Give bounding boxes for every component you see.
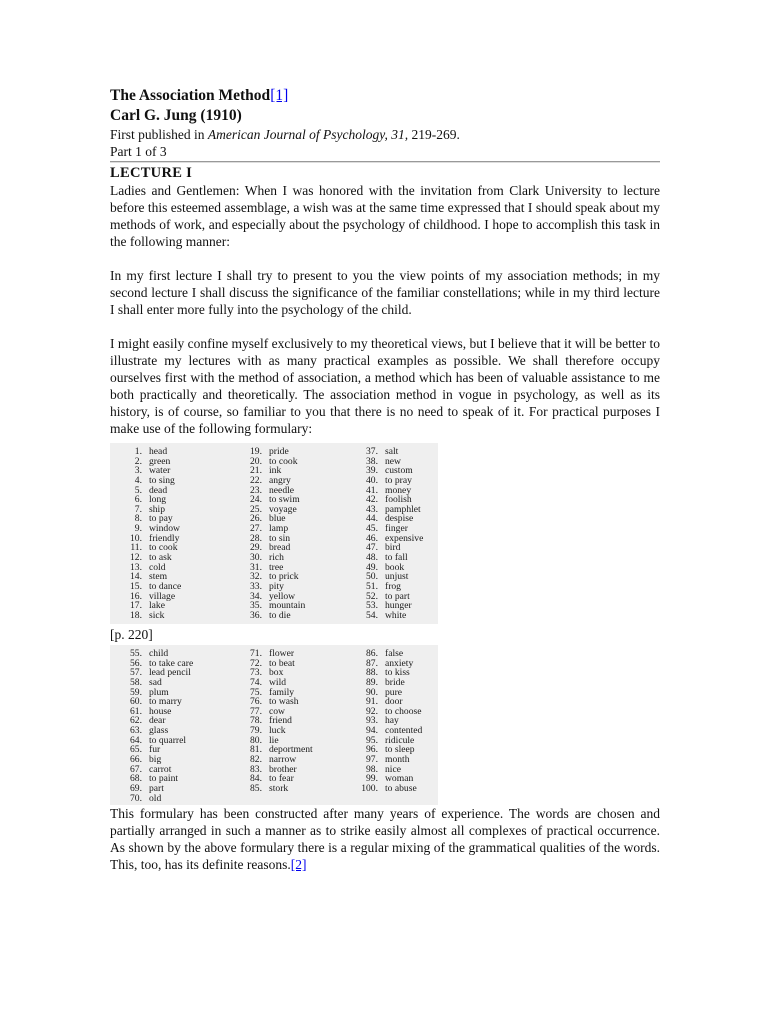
formulary-column [238,649,354,803]
stimulus-word: to dance [149,580,182,592]
stimulus-word: despise [385,513,414,525]
stimulus-word: house [149,705,172,717]
entry-number: 29. [250,542,262,554]
paragraph-2: In my first lecture I shall try to present to you the view points of my association methods; in my second lecture I shall discuss the significance of the familiar constellations; while in my third lecture I shall enter more fully into the psychology of the child. [110,268,660,317]
entry-number: 10. [130,532,142,544]
entry-number: 61. [130,705,142,717]
entry-number: 90. [366,686,378,698]
stimulus-word: new [385,455,401,467]
entry-number: 77. [250,705,262,717]
stimulus-word: to sing [149,474,175,486]
entry-number: 30. [250,552,262,564]
stimulus-word: head [149,446,168,457]
paragraph-3: I might easily confine myself exclusively to my theoretical views, but I believe that it will be better to illustrate my lectures with as many practical examples as possible. We shall therefore occupy ourselves first with the method of association, a method which has been of valuable assistance to me both practically and theoretically. The association method in vogue in psychology, as well as its history, is of course, so familiar to you that there is no need to speak of it. For practical purposes I make use of the following formulary: [110,336,660,436]
entry-number: 23. [250,484,262,496]
entry-number: 62. [130,715,142,727]
entry-number: 12. [130,552,142,564]
entry-number: 96. [366,744,378,756]
stimulus-word: pity [269,580,284,592]
stimulus-word: to die [269,609,291,621]
entry-number: 11. [130,542,142,554]
entry-number: 14. [130,571,142,583]
entry-number: 71. [250,648,262,659]
stimulus-word: luck [269,725,286,737]
stimulus-word: lake [149,600,165,612]
stimulus-word: ship [149,503,165,515]
formulary-entry [118,794,238,804]
stimulus-word: sick [149,609,165,621]
entry-number: 80. [250,734,262,746]
stimulus-word: ridicule [385,734,415,746]
formulary-entry [238,611,354,621]
stimulus-word: friend [269,715,292,727]
stimulus-word: to fear [269,773,294,785]
entry-number: 70. [130,792,142,804]
entry-number: 45. [366,523,378,535]
stimulus-word: cow [269,705,285,717]
entry-number: 17. [130,600,142,612]
entry-number: 13. [130,561,142,573]
entry-number: 89. [366,676,378,688]
stimulus-word: angry [269,474,291,486]
entry-number: 69. [130,782,142,794]
entry-number: 3. [134,465,142,477]
stimulus-word: plum [149,686,169,698]
entry-number: 91. [366,696,378,708]
stimulus-word: dead [149,484,168,496]
stimulus-word: needle [269,484,295,496]
entry-number: 21. [250,465,262,477]
stimulus-word: to paint [149,773,179,785]
entry-number: 8. [134,513,142,525]
article-title-text: The Association Method [110,87,271,104]
entry-number: 2. [134,455,142,467]
stimulus-word: brother [269,763,297,775]
entry-number: 39. [366,465,378,477]
entry-number: 64. [130,734,142,746]
stimulus-word: nice [385,763,401,775]
stimulus-word: to kiss [385,667,410,679]
stimulus-word: to cook [149,542,178,554]
entry-number: 4. [134,474,142,486]
publication-pages: 219-269. [408,127,460,142]
formulary-entry [354,611,474,621]
entry-number: 5. [134,484,142,496]
stimulus-word: yellow [269,590,296,602]
entry-number: 66. [130,754,142,766]
stimulus-word: part [149,782,164,794]
entry-number: 76. [250,696,262,708]
stimulus-word: expensive [385,532,424,544]
entry-number: 15. [130,580,142,592]
stimulus-word: finger [385,523,408,535]
stimulus-word: box [269,667,284,679]
entry-number: 56. [130,657,142,669]
entry-number: 68. [130,773,142,785]
formulary-column [118,649,238,803]
stimulus-word: mountain [269,600,306,612]
page-reference: [p. 220] [110,627,153,642]
stimulus-word: to sleep [385,744,415,756]
stimulus-word: book [385,561,405,573]
entry-number: 65. [130,744,142,756]
stimulus-word: child [149,648,169,659]
stimulus-word: foolish [385,494,412,506]
stimulus-word: to choose [385,705,422,717]
publication-note [110,126,660,143]
entry-number: 72. [250,657,262,669]
stimulus-word: unjust [385,571,409,583]
stimulus-word: woman [385,773,414,785]
stimulus-word: lie [269,734,279,746]
stimulus-word: to take care [149,657,194,669]
entry-number: 51. [366,580,378,592]
entry-number: 22. [250,474,262,486]
entry-number: 33. [250,580,262,592]
entry-number: 74. [250,676,262,688]
stimulus-word: to pray [385,474,412,486]
entry-number: 88. [366,667,378,679]
entry-number: 40. [366,474,378,486]
entry-number: 9. [134,523,142,535]
stimulus-word: month [385,754,410,766]
stimulus-word: lamp [269,523,289,535]
entry-number: 82. [250,754,262,766]
formulary-entry [238,784,354,794]
stimulus-word: cold [149,561,166,573]
stimulus-word: glass [149,725,169,737]
stimulus-word: bride [385,676,405,688]
footnote-link-1[interactable]: [1] [270,87,289,104]
formulary-entry [118,611,238,621]
stimulus-word: carrot [149,763,172,775]
stimulus-word: stem [149,571,168,583]
formulary-column [118,447,238,622]
stimulus-word: to pay [149,513,173,525]
entry-number: 25. [250,503,262,515]
entry-number: 1. [134,446,142,457]
entry-number: 57. [130,667,142,679]
stimulus-word: salt [385,446,399,457]
formulary-column [354,447,474,622]
stimulus-word: door [385,696,403,708]
stimulus-word: pamphlet [385,503,421,515]
part-indicator: Part 1 of 3 [110,144,167,159]
entry-number: 92. [366,705,378,717]
stimulus-word: to beat [269,657,295,669]
stimulus-word: deportment [269,744,313,756]
entry-number: 47. [366,542,378,554]
stimulus-word: to part [385,590,410,602]
stimulus-word: to prick [269,571,299,583]
entry-number: 54. [366,609,378,621]
section-divider [110,161,660,163]
stimulus-word: to fall [385,552,408,564]
formulary-table-2 [110,645,438,805]
stimulus-word: family [269,686,295,698]
stimulus-word: contented [385,725,423,737]
stimulus-word: village [149,590,176,602]
formulary-table-1 [110,443,438,624]
entry-number: 53. [366,600,378,612]
entry-number: 50. [366,571,378,583]
lecture-heading: LECTURE I [110,165,193,181]
stimulus-word: pride [269,446,289,457]
entry-number: 75. [250,686,262,698]
entry-number: 97. [366,754,378,766]
entry-number: 32. [250,571,262,583]
entry-number: 59. [130,686,142,698]
entry-number: 58. [130,676,142,688]
stimulus-word: to quarrel [149,734,187,746]
entry-number: 49. [366,561,378,573]
entry-number: 94. [366,725,378,737]
paragraph-4 [110,805,660,873]
stimulus-word: stork [269,782,289,794]
entry-number: 46. [366,532,378,544]
entry-number: 48. [366,552,378,564]
entry-number: 85. [250,782,262,794]
entry-number: 67. [130,763,142,775]
stimulus-word: flower [269,648,295,659]
stimulus-word: water [149,465,171,477]
stimulus-word: bread [269,542,291,554]
stimulus-word: to abuse [385,782,417,794]
stimulus-word: to sin [269,532,291,544]
entry-number: 26. [250,513,262,525]
stimulus-word: sad [149,676,162,688]
paragraph-4-text: This formulary has been constructed after many years of experience. The words are chosen and partially arranged in such a manner as to strike easily almost all complexes of practical occurrence. As shown by the above formulary there is a regular mixing of the grammatical qualities of the words. This, too, has its definite reasons. [110,806,660,872]
entry-number: 100. [361,782,378,794]
stimulus-word: to ask [149,552,172,564]
entry-number: 81. [250,744,262,756]
stimulus-word: to swim [269,494,300,506]
stimulus-word: lead pencil [149,667,191,679]
entry-number: 43. [366,503,378,515]
stimulus-word: to cook [269,455,298,467]
stimulus-word: frog [385,580,401,592]
stimulus-word: ink [269,465,282,477]
entry-number: 98. [366,763,378,775]
entry-number: 87. [366,657,378,669]
stimulus-word: long [149,494,167,506]
entry-number: 95. [366,734,378,746]
stimulus-word: hay [385,715,399,727]
entry-number: 36. [250,609,262,621]
entry-number: 38. [366,455,378,467]
entry-number: 93. [366,715,378,727]
entry-number: 78. [250,715,262,727]
stimulus-word: pure [385,686,403,698]
formulary-column [354,649,474,803]
entry-number: 99. [366,773,378,785]
stimulus-word: hunger [385,600,412,612]
stimulus-word: voyage [269,503,297,515]
footnote-link-2[interactable]: [2] [290,857,307,872]
stimulus-word: blue [269,513,286,525]
stimulus-word: window [149,523,180,535]
entry-number: 27. [250,523,262,535]
entry-number: 73. [250,667,262,679]
stimulus-word: tree [269,561,284,573]
stimulus-word: custom [385,465,413,477]
stimulus-word: bird [385,542,401,554]
entry-number: 24. [250,494,262,506]
entry-number: 84. [250,773,262,785]
stimulus-word: old [149,792,162,804]
formulary-column [238,447,354,622]
entry-number: 35. [250,600,262,612]
entry-number: 52. [366,590,378,602]
article-author: Carl G. Jung (1910) [110,107,242,124]
stimulus-word: white [385,609,407,621]
entry-number: 37. [366,446,378,457]
entry-number: 42. [366,494,378,506]
paragraph-1: Ladies and Gentlemen: When I was honored with the invitation from Clark University to lecture before this esteemed assemblage, a wish was at the same time expressed that I should speak about my methods of work, and especially about the psychology of childhood. I hope to accomplish this task in the following manner: [110,183,660,249]
stimulus-word: rich [269,552,284,564]
entry-number: 34. [250,590,262,602]
entry-number: 7. [134,503,142,515]
formulary-entry [354,784,474,794]
entry-number: 41. [366,484,378,496]
publication-journal: American Journal of Psychology, 31, [207,127,409,142]
entry-number: 16. [130,590,142,602]
stimulus-word: big [149,754,162,766]
stimulus-word: wild [269,676,287,688]
entry-number: 63. [130,725,142,737]
entry-number: 86. [366,648,378,659]
entry-number: 83. [250,763,262,775]
entry-number: 44. [366,513,378,525]
stimulus-word: to marry [149,696,182,708]
article-body [110,86,660,873]
stimulus-word: friendly [149,532,180,544]
stimulus-word: to wash [269,696,299,708]
entry-number: 79. [250,725,262,737]
entry-number: 19. [250,446,262,457]
stimulus-word: fur [149,744,161,756]
entry-number: 55. [130,648,142,659]
stimulus-word: money [385,484,412,496]
stimulus-word: narrow [269,754,297,766]
stimulus-word: dear [149,715,166,727]
stimulus-word: green [149,455,171,467]
entry-number: 6. [134,494,142,506]
entry-number: 31. [250,561,262,573]
entry-number: 18. [130,609,142,621]
entry-number: 60. [130,696,142,708]
stimulus-word: anxiety [385,657,414,669]
publication-prefix: First published in [110,127,208,142]
article-title [110,86,660,106]
stimulus-word: false [385,648,404,659]
entry-number: 20. [250,455,262,467]
entry-number: 28. [250,532,262,544]
